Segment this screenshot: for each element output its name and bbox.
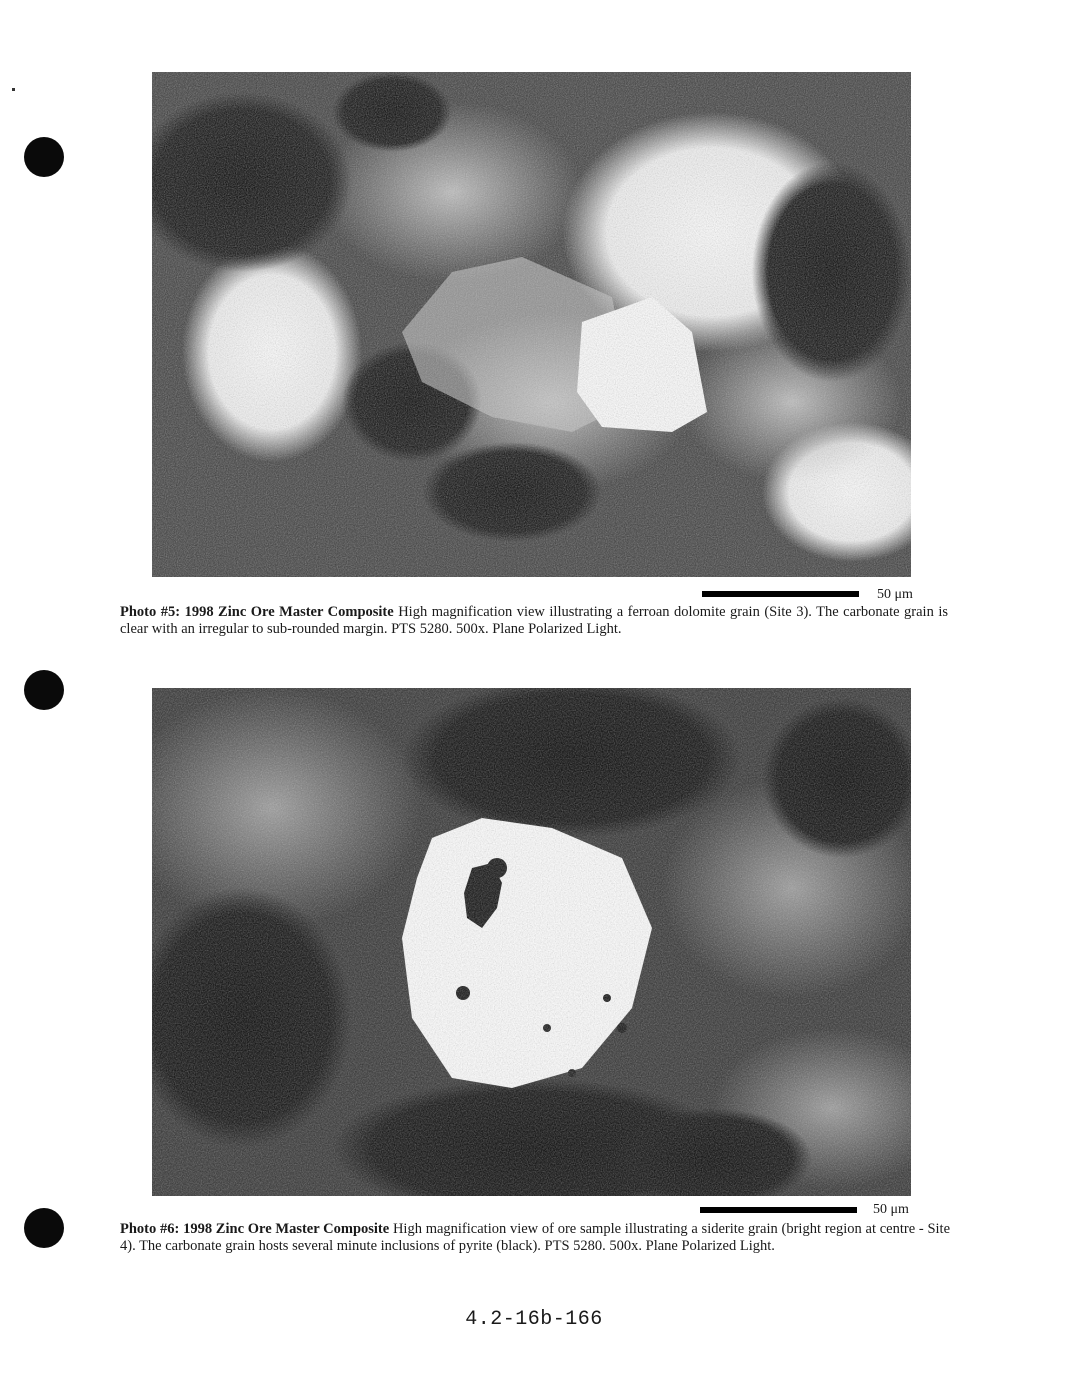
scale-label-photo-5: 50 μm — [877, 587, 913, 602]
caption-title-photo-6: Photo #6: 1998 Zinc Ore Master Composite — [120, 1221, 390, 1237]
micrograph-5-image — [152, 72, 911, 577]
binder-hole-middle — [24, 670, 64, 710]
caption-photo-6 — [120, 1221, 950, 1255]
caption-title-photo-5: Photo #5: 1998 Zinc Ore Master Composite — [120, 604, 394, 620]
stray-mark — [12, 88, 15, 91]
caption-body-photo-5: High magnification view illustrating a ferroan dolomite grain (Site 3). The carbonate grain is clear with an irregular to sub-rounded margin. PTS 5280. 500x. Plane Polarized Light. — [120, 604, 948, 637]
binder-hole-bottom — [24, 1208, 64, 1248]
caption-photo-5 — [120, 604, 948, 638]
binder-hole-top — [24, 137, 64, 177]
micrograph-photo-6 — [152, 688, 911, 1196]
scale-bar-photo-6 — [700, 1207, 857, 1213]
caption-body-photo-6: High magnification view of ore sample illustrating a siderite grain (bright region at centre - Site 4). The carbonate grain hosts several minute inclusions of pyrite (black). PTS 5280. 500x. Plane Polarized Light. — [120, 1221, 950, 1254]
page-number: 4.2-16b-166 — [465, 1308, 603, 1331]
scale-label-photo-6: 50 μm — [873, 1202, 909, 1217]
micrograph-photo-5 — [152, 72, 911, 577]
scale-bar-photo-5 — [702, 591, 859, 597]
micrograph-6-image — [152, 688, 911, 1196]
